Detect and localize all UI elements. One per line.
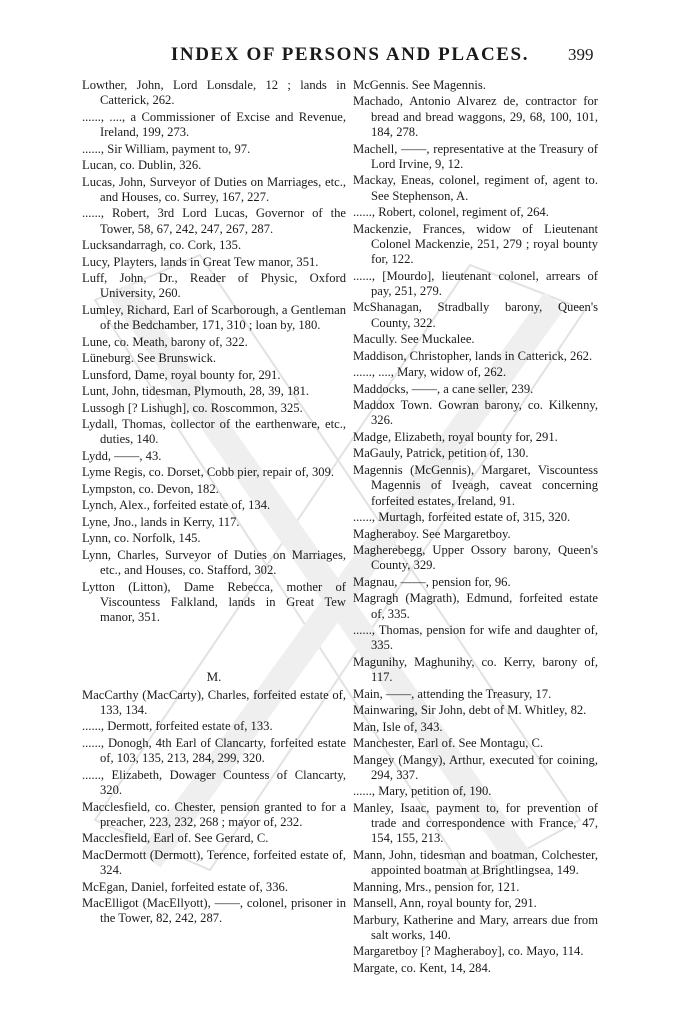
index-entry: Lumley, Richard, Earl of Scarborough, a Gentleman of the Bedchamber, 171, 310 ; loan by, 180. [82, 302, 346, 333]
index-entry: Lympston, co. Devon, 182. [82, 481, 219, 496]
index-entry: Macclesfield, Earl of. See Gerard, C. [82, 831, 269, 846]
index-entry: Lussogh [? Lishugh], co. Roscommon, 325. [82, 400, 303, 415]
index-entry: ......, [Mourdo], lieutenant colonel, arrears of pay, 251, 279. [353, 268, 598, 298]
index-entry: Magunihy, Maghunihy, co. Kerry, barony of, 117. [353, 654, 598, 685]
index-entry: Lucksandarragh, co. Cork, 135. [82, 238, 242, 253]
left-index-column [82, 78, 346, 928]
index-entry: Lune, co. Meath, barony of, 322. [82, 334, 248, 349]
index-entry: ......, Dermott, forfeited estate of, 133. [82, 719, 273, 734]
index-entry: Magnau, ——, pension for, 96. [353, 574, 511, 589]
index-entry: Lucas, John, Surveyor of Duties on Marriages, etc., and Houses, co. Surrey, 167, 227. [82, 174, 346, 204]
index-entry: Lynch, Alex., forfeited estate of, 134. [82, 498, 271, 513]
index-entry: ......, Robert, colonel, regiment of, 264. [353, 205, 549, 220]
index-entry: McGennis. See Magennis. [353, 78, 486, 92]
index-entry: Machado, Antonio Alvarez de, contractor for bread and bread waggons, 29, 68, 100, 101, 184, 278. [353, 94, 598, 140]
index-entry: Mansell, Ann, royal bounty for, 291. [353, 896, 537, 911]
index-entry: Lyme Regis, co. Dorset, Cobb pier, repair of, 309. [82, 465, 335, 480]
section-letter-m: M. [206, 669, 222, 685]
index-entry: MaGauly, Patrick, petition of, 130. [353, 446, 529, 461]
index-entry: Lynn, Charles, Surveyor of Duties on Marriages, etc., and Houses, co. Stafford, 302. [82, 547, 346, 578]
index-entry: MacCarthy (MacCarty), Charles, forfeited estate of, 133, 134. [82, 687, 346, 717]
index-entry: Magragh (Magrath), Edmund, forfeited estate of, 335. [353, 591, 598, 621]
index-entry: Lyne, Jno., lands in Kerry, 117. [82, 514, 240, 529]
index-entry: Maddox Town. Gowran barony, co. Kilkenny, 326. [353, 398, 598, 428]
index-entry: Main, ——, attending the Treasury, 17. [353, 686, 552, 701]
index-entry: Magherebegg, Upper Ossory barony, Queen's County, 329. [353, 542, 598, 573]
index-entry: Mackay, Eneas, colonel, regiment of, agent to. See Stephenson, A. [353, 173, 598, 203]
index-entry: Madge, Elizabeth, royal bounty for, 291. [353, 429, 558, 444]
index-entry: ......, ...., Mary, widow of, 262. [353, 365, 507, 380]
index-entry: Lucy, Playters, lands in Great Tew manor, 351. [82, 254, 319, 269]
index-entry: Machell, ——, representative at the Treasury of Lord Irvine, 9, 12. [353, 141, 598, 171]
index-entry: ......, Murtagh, forfeited estate of, 315, 320. [353, 510, 571, 525]
right-index-column [353, 78, 598, 977]
index-entry: Manley, Isaac, payment to, for prevention of trade and correspondence with France, 47, 154, 155, 213. [353, 800, 598, 846]
index-entry: McShanagan, Stradbally barony, Queen's County, 322. [353, 300, 598, 330]
index-entry: Lytton (Litton), Dame Rebecca, mother of Viscountess Falkland, lands in Great Tew manor, 351. [82, 579, 346, 625]
index-entry: Lowther, John, Lord Lonsdale, 12 ; lands in Catterick, 262. [82, 78, 346, 108]
index-entry: McEgan, Daniel, forfeited estate of, 336. [82, 879, 288, 894]
index-entry: Magheraboy. See Margaretboy. [353, 526, 511, 541]
index-entry: Lucan, co. Dublin, 326. [82, 158, 202, 173]
index-entry: ......, Mary, petition of, 190. [353, 784, 492, 799]
index-entry: ......, Robert, 3rd Lord Lucas, Governor of the Tower, 58, 67, 242, 247, 267, 287. [82, 206, 346, 236]
index-entry: Marbury, Katherine and Mary, arrears due from salt works, 140. [353, 912, 598, 942]
left-entries-l [82, 78, 346, 625]
index-entry: Lydd, ——, 43. [82, 448, 162, 463]
index-entry: Lunt, John, tidesman, Plymouth, 28, 39, 181. [82, 384, 310, 399]
index-entry: Manning, Mrs., pension for, 121. [353, 879, 520, 894]
index-entry: ......, Thomas, pension for wife and daughter of, 335. [353, 623, 598, 653]
index-entry: Mackenzie, Frances, widow of Lieutenant Colonel Mackenzie, 251, 279 ; royal bounty for, 122. [353, 221, 598, 267]
index-entry: Margaretboy [? Magheraboy], co. Mayo, 114. [353, 944, 584, 959]
index-entry: MacElligot (MacEllyott), ——, colonel, prisoner in the Tower, 82, 242, 287. [82, 896, 346, 926]
index-entry: Magennis (McGennis), Margaret, Viscountess Magennis of Iveagh, caveat concerning forfeited estates, Ireland, 91. [353, 462, 598, 508]
index-entry: ......, Elizabeth, Dowager Countess of Clancarty, 320. [82, 767, 346, 798]
index-entry: Mangey (Mangy), Arthur, executed for coining, 294, 337. [353, 752, 598, 782]
index-entry: Luff, John, Dr., Reader of Physic, Oxford University, 260. [82, 271, 346, 301]
left-entries-m [82, 688, 346, 927]
index-entry: Mann, John, tidesman and boatman, Colchester, appointed boatman at Brightlingsea, 149. [353, 847, 598, 878]
index-entry: Macclesfield, co. Chester, pension granted to for a preacher, 223, 232, 268 ; mayor of, 232. [82, 799, 346, 829]
index-entry: Lüneburg. See Brunswick. [82, 351, 217, 366]
index-entry: Manchester, Earl of. See Montagu, C. [353, 736, 544, 751]
index-entry: Lydall, Thomas, collector of the earthenware, etc., duties, 140. [82, 417, 346, 447]
index-entry: Maddocks, ——, a cane seller, 239. [353, 381, 534, 396]
index-entry: Maddison, Christopher, lands in Catterick, 262. [353, 348, 593, 363]
index-entry: MacDermott (Dermott), Terence, forfeited estate of, 324. [82, 847, 346, 878]
index-entry: ......, Sir William, payment to, 97. [82, 141, 251, 156]
index-entry: ......, Donogh, 4th Earl of Clancarty, forfeited estate of, 103, 135, 213, 284, 299, 320. [82, 735, 346, 766]
index-entry: Man, Isle of, 343. [353, 719, 443, 734]
index-entry: Lynn, co. Norfolk, 145. [82, 531, 201, 546]
index-entry: Margate, co. Kent, 14, 284. [353, 960, 491, 975]
running-title: INDEX OF PERSONS AND PLACES. [170, 44, 530, 65]
index-entry: Macully. See Muckalee. [353, 332, 475, 347]
index-entry: Mainwaring, Sir John, debt of M. Whitley, 82. [353, 703, 587, 718]
page-number: 399 [568, 45, 594, 64]
index-entry: Lunsford, Dame, royal bounty for, 291. [82, 367, 281, 382]
index-entry: ......, ...., a Commissioner of Excise and Revenue, Ireland, 199, 273. [82, 109, 346, 140]
